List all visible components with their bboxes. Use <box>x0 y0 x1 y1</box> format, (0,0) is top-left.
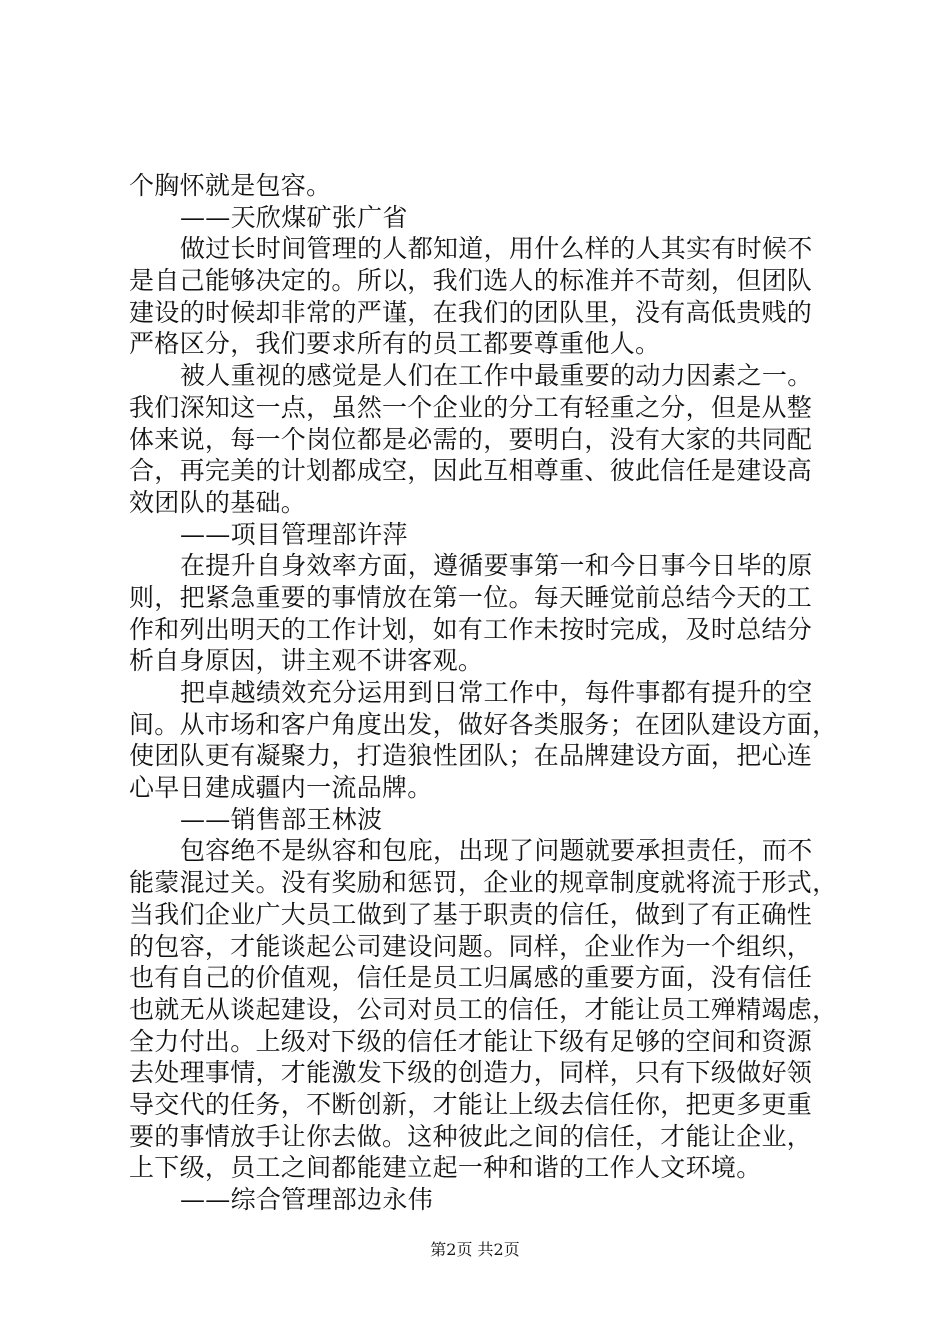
text-line: 全力付出。上级对下级的信任才能让下级有足够的空间和资源 <box>129 1026 813 1056</box>
text-line: 体来说，每一个岗位都是必需的，要明白，没有大家的共同配 <box>129 424 813 454</box>
text-line: 则，把紧急重要的事情放在第一位。每天睡觉前总结今天的工 <box>129 582 813 612</box>
text-line: 是自己能够决定的。所以，我们选人的标准并不苛刻，但团队 <box>129 266 813 296</box>
text-line: 效团队的基础。 <box>129 487 307 517</box>
text-line: 个胸怀就是包容。 <box>129 171 332 200</box>
text-line: 也有自己的价值观，信任是员工归属感的重要方面，没有信任 <box>129 963 813 993</box>
text-line: 我们深知这一点，虽然一个企业的分工有轻重之分，但是从整 <box>129 392 813 422</box>
text-line: 也就无从谈起建设，公司对员工的信任，才能让员工殚精竭虑， <box>129 994 838 1024</box>
text-line: 要的事情放手让你去做。这种彼此之间的信任，才能让企业， <box>129 1121 813 1151</box>
text-line: 心早日建成疆内一流品牌。 <box>129 773 433 803</box>
text-line: 的包容，才能谈起公司建设问题。同样，企业作为一个组织， <box>129 931 813 961</box>
text-line: 去处理事情，才能激发下级的创造力，同样，只有下级做好领 <box>129 1058 813 1088</box>
page-number-footer: 第2页 共2页 <box>430 1240 520 1259</box>
text-line: 合，再完美的计划都成空，因此互相尊重、彼此信任是建设高 <box>129 456 813 486</box>
text-line: 被人重视的感觉是人们在工作中最重要的动力因素之一。 <box>180 361 813 391</box>
text-line: 当我们企业广大员工做到了基于职责的信任，做到了有正确性 <box>129 899 813 929</box>
text-line: 上下级，员工之间都能建立起一种和谐的工作人文环境。 <box>129 1153 762 1183</box>
text-line: 把卓越绩效充分运用到日常工作中，每件事都有提升的空 <box>180 678 813 707</box>
text-line: 导交代的任务，不断创新，才能让上级去信任你，把更多更重 <box>129 1089 813 1119</box>
text-line: 使团队更有凝聚力，打造狼性团队；在品牌建设方面，把心连 <box>129 741 813 771</box>
author-signature-line: ——项目管理部许萍 <box>180 519 408 549</box>
author-signature-line: ——综合管理部边永伟 <box>180 1185 434 1214</box>
text-line: 做过长时间管理的人都知道，用什么样的人其实有时候不 <box>180 234 813 264</box>
text-line: 严格区分，我们要求所有的员工都要尊重他人。 <box>129 329 661 359</box>
text-line: 间。从市场和客户角度出发，做好各类服务；在团队建设方面， <box>129 709 838 739</box>
text-line: 建设的时候却非常的严谨，在我们的团队里，没有高低贵贱的 <box>129 297 813 327</box>
author-signature-line: ——天欣煤矿张广省 <box>180 202 408 232</box>
text-line: 能蒙混过关。没有奖励和惩罚，企业的规章制度就将流于形式， <box>129 868 838 898</box>
text-line: 包容绝不是纵容和包庇，出现了问题就要承担责任，而不 <box>180 836 813 866</box>
text-line: 在提升自身效率方面，遵循要事第一和今日事今日毕的原 <box>180 551 813 581</box>
author-signature-line: ——销售部王林波 <box>180 804 383 834</box>
text-line: 作和列出明天的工作计划，如有工作未按时完成，及时总结分 <box>129 614 813 644</box>
document-body <box>129 170 838 1216</box>
text-line: 析自身原因，讲主观不讲客观。 <box>129 646 484 676</box>
